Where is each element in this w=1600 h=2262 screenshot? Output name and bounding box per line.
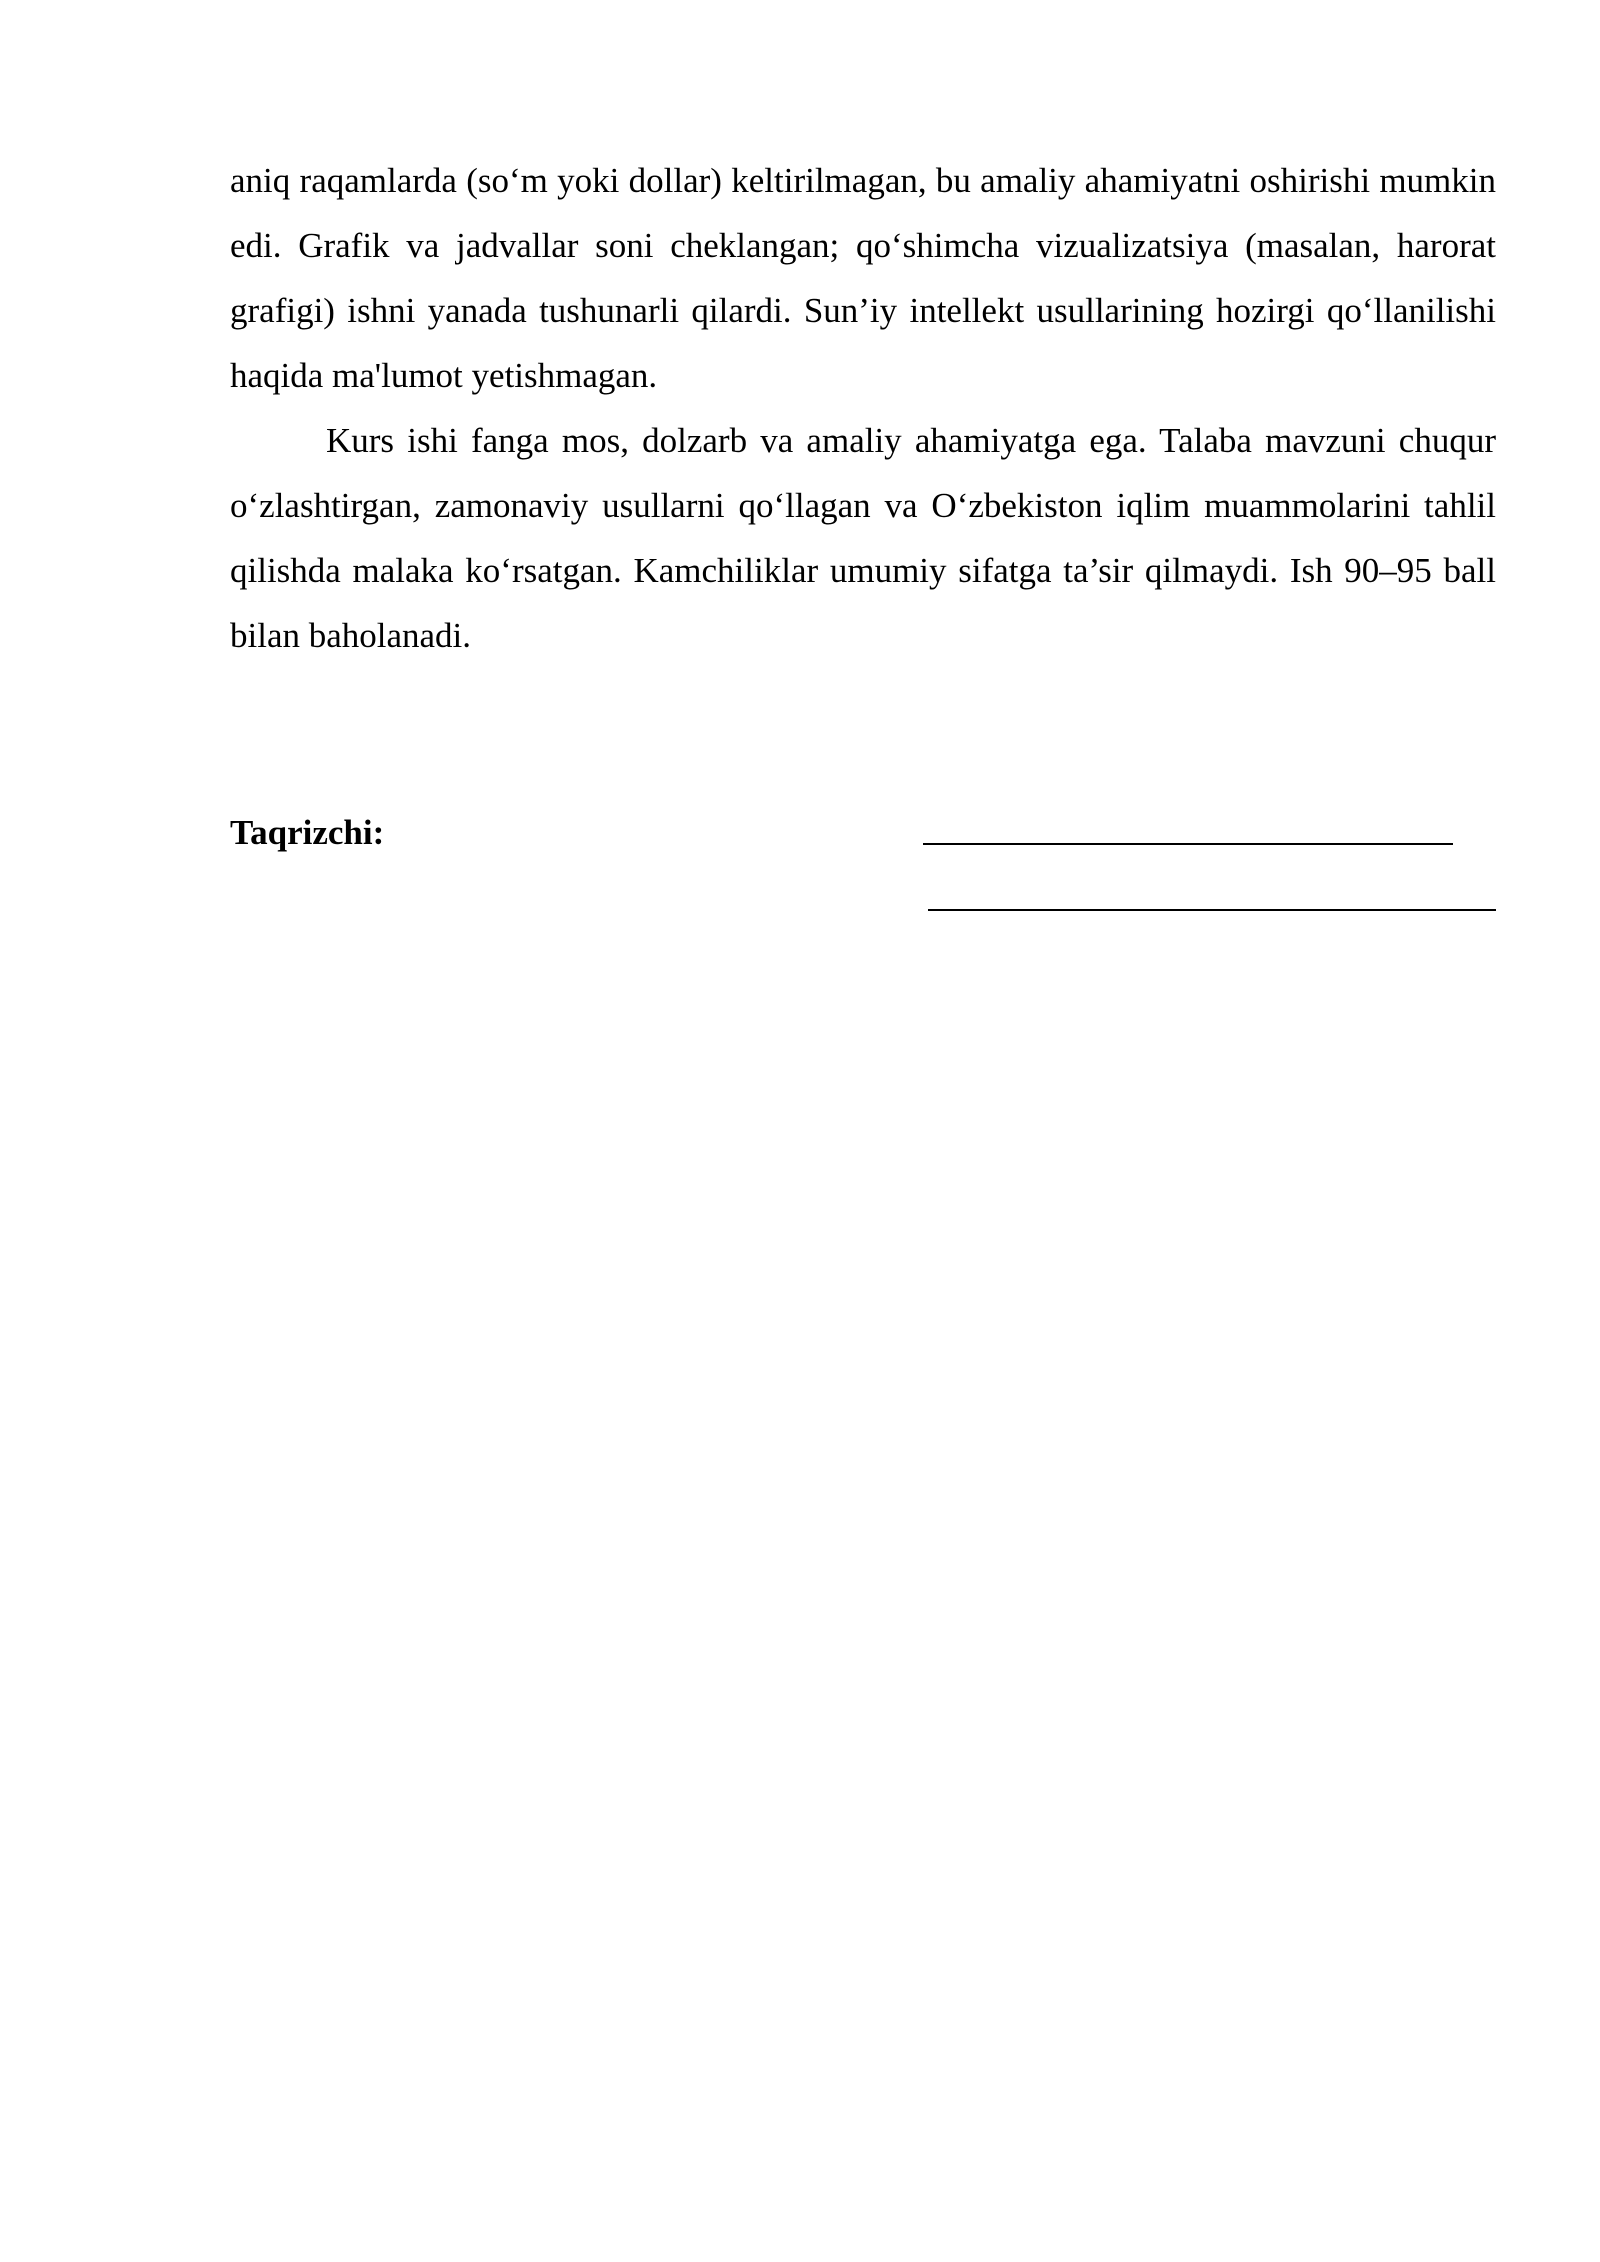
name-line xyxy=(928,909,1496,911)
signature-line xyxy=(923,843,1453,845)
body-text xyxy=(230,148,1496,668)
reviewer-label: Taqrizchi: xyxy=(230,813,385,852)
paragraph-conclusion: Kurs ishi fanga mos, dolzarb va amaliy ahamiyatga ega. Talaba mavzuni chuqur o‘zlashtirgan, zamonaviy usullarni qo‘llagan va O‘zbekiston iqlim muammolarini tahlil qilishda malaka ko‘rsatgan. Kamchiliklar umumiy sifatga ta’sir qilmaydi. Ish 90–95 ball bilan baholanadi. xyxy=(230,421,1496,655)
paragraph-continuation: aniq raqamlarda (so‘m yoki dollar) keltirilmagan, bu amaliy ahamiyatni oshirishi mumkin edi. Grafik va jadvallar soni cheklangan; qo‘shimcha vizualizatsiya (masalan, harorat grafigi) ishni yanada tushunarli qilardi. Sun’iy intellekt usullarining hozirgi qo‘llanilishi haqida ma'lumot yetishmagan. xyxy=(230,161,1496,395)
